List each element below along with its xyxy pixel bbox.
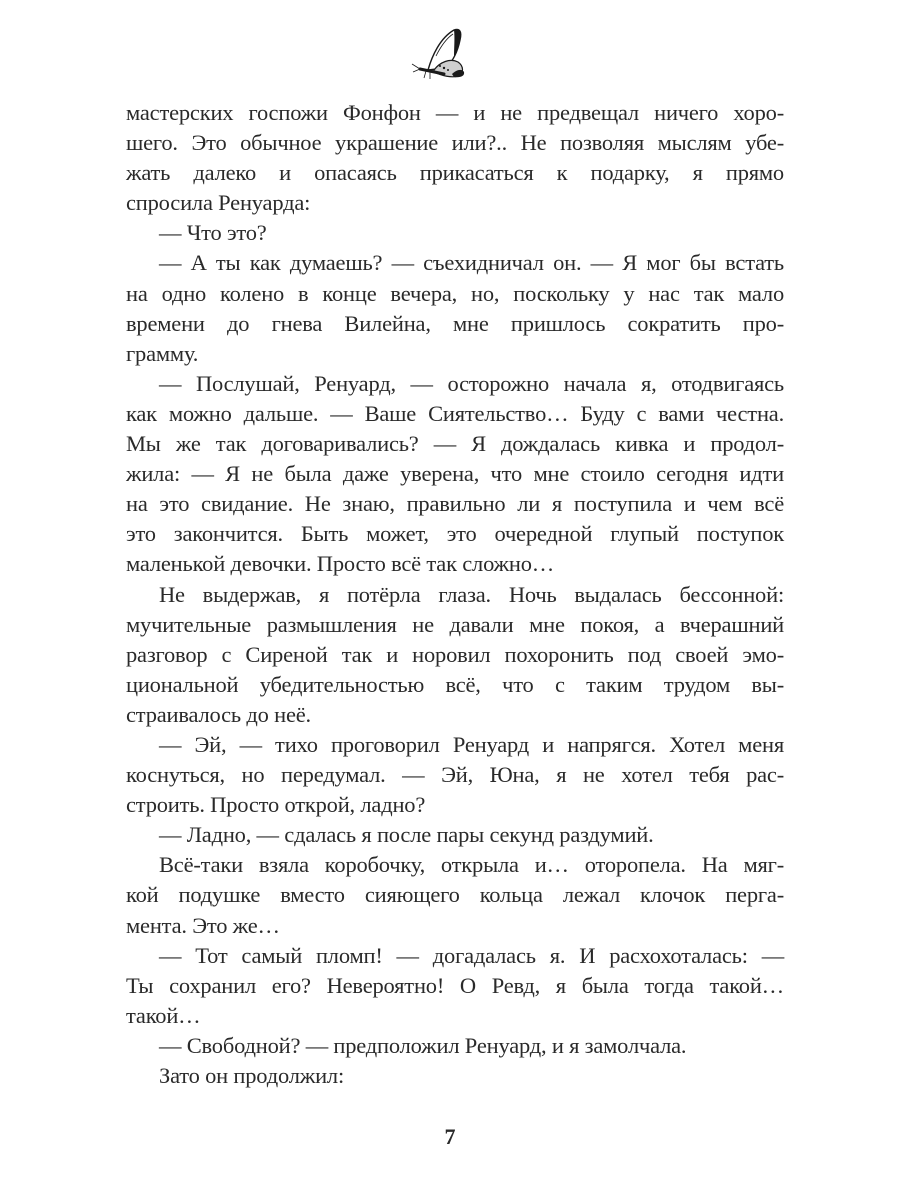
text-line: Зато он продолжил: [159,1063,344,1088]
text-line: такой… [126,1002,201,1028]
text-line: мучительные размышления не давали мне покоя, а вчерашний [126,611,784,637]
text-line: Мы же так договаривались? — Я дождалась кивка и продол- [126,431,784,457]
text-line: грамму. [126,340,199,366]
text-line: — Тот самый пломп! — догадалась я. И расхохоталась: — [159,942,784,968]
text-line: маленькой девочки. Просто всё так сложно… [126,551,555,577]
text-line: циональной убедительностью всё, что с таким трудом вы- [126,671,784,697]
text-line: строить. Просто открой, ладно? [126,792,426,818]
body-text [126,98,784,1091]
text-line: коснуться, но передумал. — Эй, Юна, я не хотел тебя рас- [126,762,784,788]
text-line: кой подушке вместо сияющего кольца лежал клочок перга- [126,882,784,908]
butterfly-ornament-icon [410,26,470,84]
text-line: как можно дальше. — Ваше Сиятельство… Буду с вами честна. [126,400,784,426]
text-line: на это свидание. Не знаю, правильно ли я поступила и чем всё [126,491,784,517]
text-line: это закончится. Быть может, это очередной глупый поступок [126,521,784,547]
text-line: мастерских госпожи Фонфон — и не предвещал ничего хоро- [126,100,784,125]
text-line: на одно колено в конце вечера, но, поскольку у нас так мало [126,280,784,306]
text-line: — Ладно, — сдалась я после пары секунд раздумий. [159,822,654,848]
text-line: шего. Это обычное украшение или?.. Не позволяя мыслям убе- [126,130,784,156]
text-line: Ты сохранил его? Невероятно! О Ревд, я была тогда такой… [126,972,784,998]
text-line: — А ты как думаешь? — съехидничал он. — Я мог бы встать [159,250,784,276]
text-line: — Что это? [159,220,267,246]
text-line: — Послушай, Ренуард, — осторожно начала я, отодвигаясь [159,370,784,396]
text-line: спросила Ренуарда: [126,190,311,216]
text-line: жила: — Я не была даже уверена, что мне стоило сегодня идти [126,461,784,487]
text-line: Не выдержав, я потёрла глаза. Ночь выдалась бессонной: [159,581,784,607]
text-line: страивалось до неё. [126,701,311,727]
page-number: 7 [444,1124,456,1149]
text-line: времени до гнева Вилейна, мне пришлось сократить про- [126,310,784,336]
text-line: мента. Это же… [126,912,280,938]
text-line: Всё-таки взяла коробочку, открыла и… оторопела. На мяг- [159,852,784,878]
text-line: разговор с Сиреной так и норовил похоронить под своей эмо- [126,641,784,667]
text-line: жать далеко и опасаясь прикасаться к подарку, я прямо [126,160,784,186]
text-line: — Эй, — тихо проговорил Ренуард и напрягся. Хотел меня [159,731,784,757]
text-line: — Свободной? — предположил Ренуард, и я замолчала. [159,1032,687,1058]
